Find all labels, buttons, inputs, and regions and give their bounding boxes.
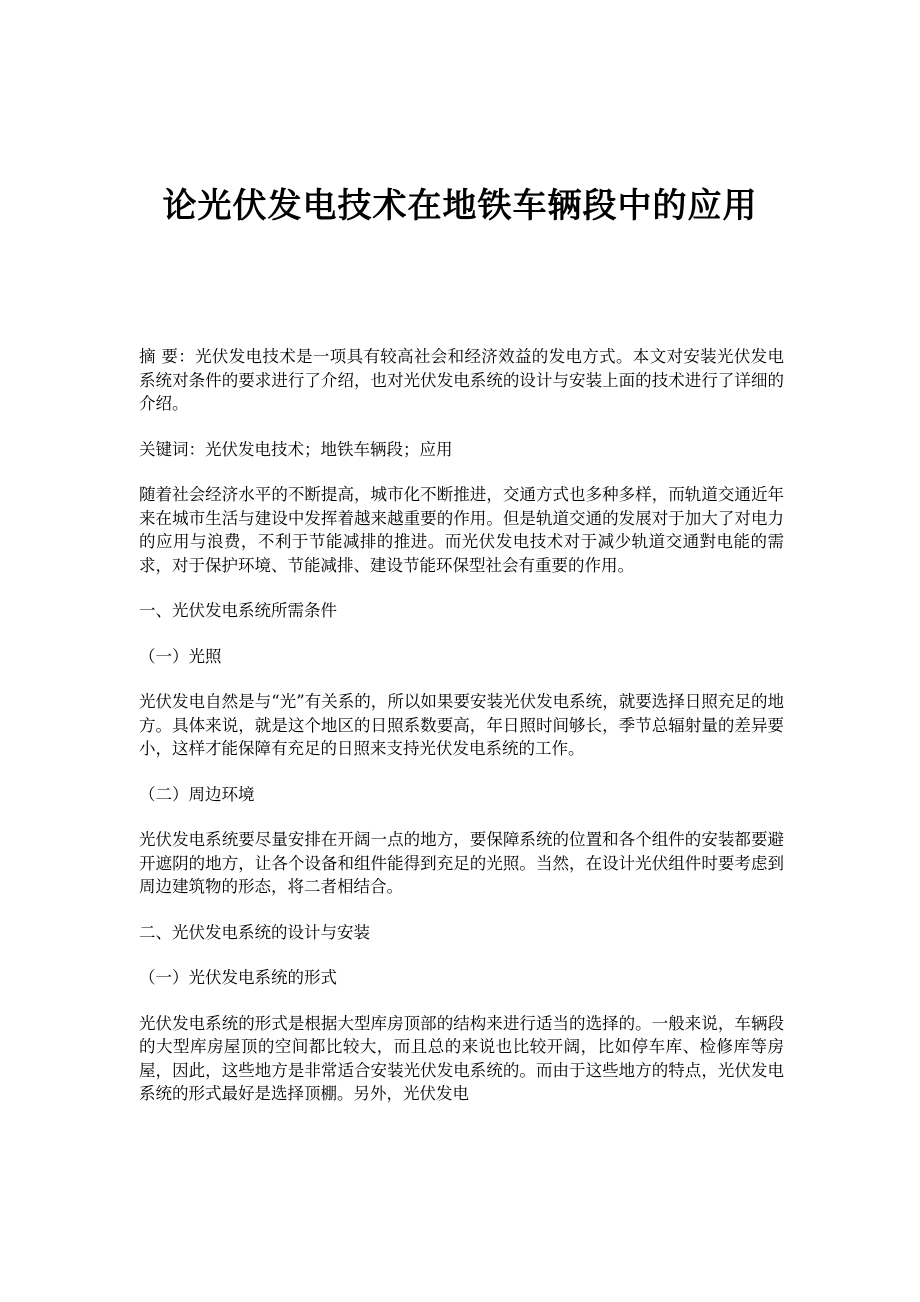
body-paragraph: 光伏发电系统要尽量安排在开阔一点的地方，要保障系统的位置和各个组件的安装都要避开遮阴的地方，让各个设备和组件能得到充足的光照。当然，在设计光伏组件时要考虑到周边建筑物的形态，将二者相结合。 <box>139 830 784 896</box>
body-paragraph: 光伏发电自然是与“光”有关系的，所以如果要安装光伏发电系统，就要选择日照充足的地方。具体来说，就是这个地区的日照系数要高，年日照时间够长，季节总辐射量的差异要小，这样才能保障有充足的日照来支持光伏发电系统的工作。 <box>139 692 784 758</box>
document-body <box>139 345 784 1128</box>
body-paragraph: 光伏发电系统的形式是根据大型库房顶部的结构来进行适当的选择的。一般来说，车辆段的大型库房屋顶的空间都比较大，而且总的来说也比较开阔，比如停车库、检修库等房屋，因此，这些地方是非常适合安装光伏发电系统的。而由于这些地方的特点，光伏发电系统的形式最好是选择顶棚。另外，光伏发电 <box>139 1013 784 1103</box>
subsection-heading-2-1: （一）光伏发电系统的形式 <box>139 968 337 987</box>
document-title: 论光伏发电技术在地铁车辆段中的应用 <box>162 186 758 226</box>
subsection-heading-1-2: （二）周边环境 <box>139 784 255 804</box>
section-heading-2: 二、光伏发电系统的设计与安装 <box>139 922 370 942</box>
keywords-paragraph: 关键词：光伏发电技术；地铁车辆段；应用 <box>139 439 453 459</box>
subsection-heading-1-1: （一）光照 <box>139 646 222 666</box>
section-heading-1: 一、光伏发电系统所需条件 <box>139 601 337 620</box>
intro-paragraph: 随着社会经济水平的不断提高，城市化不断推进，交通方式也多种多样，而轨道交通近年来在城市生活与建设中发挥着越来越重要的作用。但是轨道交通的发展对于加大了对电力的应用与浪费，不利于节能减排的推进。而光伏发电技术对于减少轨道交通對电能的需求，对于保护环境、节能减排、建设节能环保型社会有重要的作用。 <box>139 485 784 575</box>
abstract-paragraph: 摘 要：光伏发电技术是一项具有较高社会和经济效益的发电方式。本文对安装光伏发电系统对条件的要求进行了介绍，也对光伏发电系统的设计与安装上面的技术进行了详细的介绍。 <box>139 347 784 413</box>
